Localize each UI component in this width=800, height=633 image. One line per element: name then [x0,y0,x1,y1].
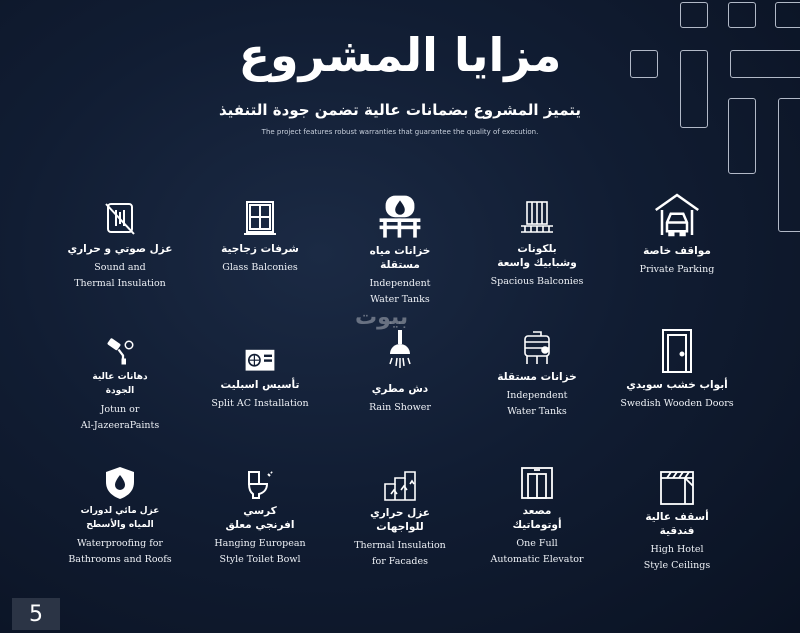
feature-swedish-doors: أبواب خشب سويدي Swedish Wooden Doors [602,328,752,412]
feature-high-ceilings: أسقف عالية فندقية High Hotel Style Ceilings [602,470,752,574]
facade-insulation-icon [383,470,417,502]
page-number: 5 [12,598,60,630]
balcony-icon [517,198,557,238]
door-icon [660,328,694,374]
decorative-frame [680,2,708,28]
feature-paints: دهانات عالية الجودة Jotun or Al-JazeeraPaints [45,336,195,434]
feature-independent-tanks: خزانات مستقلة Independent Water Tanks [462,330,612,420]
ceiling-icon [659,470,695,506]
feature-private-parking: مواقف خاصة Private Parking [602,190,752,278]
elevator-icon [520,466,554,500]
feature-split-ac: تأسيس اسبليت Split AC Installation [185,348,335,412]
rain-shower-icon [385,330,415,378]
feature-water-tanks: خزانات مياه مستقلة Independent Water Tanks [325,192,475,308]
water-tank-icon [521,330,553,366]
decorative-frame [680,50,708,128]
no-sound-icon [100,198,140,238]
decorative-frame [778,98,800,232]
feature-sound-insulation: عزل صوتي و حراري Sound and Thermal Insulation [45,198,195,292]
subtitle-english: The project features robust warranties that guarantee the quality of execution. [261,128,539,136]
feature-waterproofing: عزل مائي لدورات المياه والأسطح Waterproofing for Bathrooms and Roofs [45,466,195,568]
decorative-frame [730,50,800,78]
feature-toilet: كرسي افرنجي معلق Hanging European Style Toilet Bowl [185,470,335,568]
water-tank-icon [376,192,424,240]
feature-spacious-balconies: بلكونات وشبابيك واسعة Spacious Balconies [462,198,612,290]
garage-car-icon [652,190,702,240]
decorative-frame [630,50,658,78]
paint-roller-icon [103,336,137,366]
watermark: بيوت [355,305,409,330]
decorative-frame [728,2,756,28]
page-title: مزايا المشروع [238,28,562,82]
window-icon [240,198,280,238]
decorative-frame [728,98,756,174]
split-ac-icon [244,348,276,374]
waterproof-shield-icon [104,466,136,500]
subtitle-arabic: يتميز المشروع بضمانات عالية تضمن جودة التنفيذ [218,101,582,119]
decorative-frame [775,2,800,28]
feature-facade-insulation: عزل حراري للواجهات Thermal Insulation for Facades [325,470,475,570]
toilet-icon [246,470,274,500]
feature-glass-balconies: شرفات زجاجية Glass Balconies [185,198,335,276]
feature-rain-shower: دش مطري Rain Shower [325,330,475,416]
feature-elevator: مصعد أوتوماتيك One Full Automatic Elevator [462,466,612,568]
